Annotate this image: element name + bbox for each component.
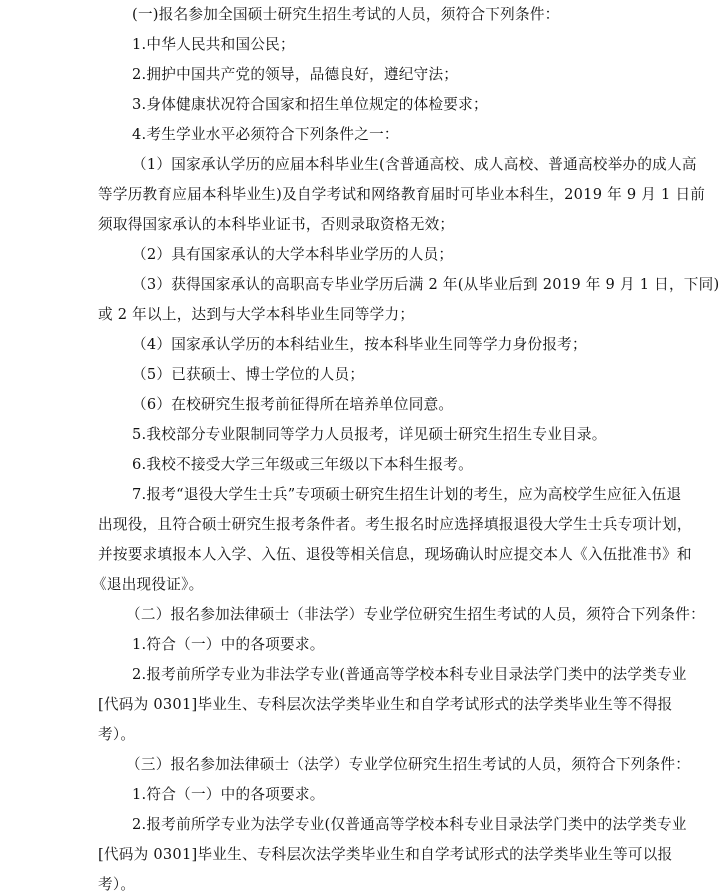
condition-7-line-4: 《退出现役证》。 bbox=[92, 576, 204, 593]
sub-condition-2: （2）具有国家承认的大学本科毕业学历的人员； bbox=[132, 246, 454, 263]
section-3-item-2-line-2: [代码为 0301]毕业生、专科层次法学类毕业生和自学考试形式的法学类毕业生等可以报 bbox=[98, 846, 673, 863]
sub-condition-1-line-1: （1）国家承认学历的应届本科毕业生(含普通高校、成人高校、普通高校举办的成人高 bbox=[132, 156, 697, 173]
condition-4: 4.考生学业水平必须符合下列条件之一： bbox=[132, 126, 399, 143]
sub-condition-1-line-2: 等学历教育应届本科毕业生)及自学考试和网络教育届时可毕业本科生，2019 年 9 月 1 日前 bbox=[98, 186, 706, 203]
condition-6: 6.我校不接受大学三年级或三年级以下本科生报考。 bbox=[132, 456, 473, 473]
condition-7-line-3: 并按要求填报本人入学、入伍、退役等相关信息，现场确认时应提交本人《入伍批准书》和 bbox=[98, 546, 692, 563]
condition-7-line-1: 7.报考“退役大学生士兵”专项硕士研究生招生计划的考生，应为高校学生应征入伍退 bbox=[132, 486, 682, 503]
condition-1: 1.中华人民共和国公民； bbox=[132, 36, 295, 53]
section-3-heading: （三）报名参加法律硕士（法学）专业学位研究生招生考试的人员，须符合下列条件： bbox=[126, 756, 691, 773]
condition-2: 2.拥护中国共产党的领导，品德良好，遵纪守法； bbox=[132, 66, 459, 83]
sub-condition-6: （6）在校研究生报考前征得所在培养单位同意。 bbox=[132, 396, 454, 413]
condition-7-line-2: 出现役，且符合硕士研究生报考条件者。考生报名时应选择填报退役大学生士兵专项计划， bbox=[98, 516, 692, 533]
section-2-item-2-line-2: [代码为 0301]毕业生、专科层次法学类毕业生和自学考试形式的法学类毕业生等不得报 bbox=[98, 696, 673, 713]
sub-condition-1-line-3: 须取得国家承认的本科毕业证书，否则录取资格无效； bbox=[98, 216, 455, 233]
section-1-heading: (一)报名参加全国硕士研究生招生考试的人员，须符合下列条件： bbox=[132, 6, 560, 23]
sub-condition-3-line-1: （3）获得国家承认的高职高专毕业学历后满 2 年(从毕业后到 2019 年 9 月 1 日，下同) bbox=[132, 276, 720, 293]
sub-condition-4: （4）国家承认学历的本科结业生，按本科毕业生同等学力身份报考； bbox=[132, 336, 587, 353]
sub-condition-3-line-2: 或 2 年以上，达到与大学本科毕业生同等学力； bbox=[98, 306, 415, 323]
condition-3: 3.身体健康状况符合国家和招生单位规定的体检要求； bbox=[132, 96, 488, 113]
section-2-heading: （二）报名参加法律硕士（非法学）专业学位研究生招生考试的人员，须符合下列条件： bbox=[126, 606, 705, 623]
section-3-item-2-line-1: 2.报考前所学专业为法学专业(仅普通高等学校本科专业目录法学门类中的法学类专业 bbox=[132, 816, 687, 833]
section-2-item-1: 1.符合（一）中的各项要求。 bbox=[132, 636, 325, 653]
condition-5: 5.我校部分专业限制同等学力人员报考，详见硕士研究生招生专业目录。 bbox=[132, 426, 607, 443]
section-2-item-2-line-3: 考）。 bbox=[98, 726, 136, 743]
sub-condition-5: （5）已获硕士、博士学位的人员； bbox=[132, 366, 365, 383]
section-3-item-2-line-3: 考）。 bbox=[98, 876, 136, 893]
section-3-item-1: 1.符合（一）中的各项要求。 bbox=[132, 786, 325, 803]
section-2-item-2-line-1: 2.报考前所学专业为非法学专业(普通高等学校本科专业目录法学门类中的法学类专业 bbox=[132, 666, 687, 683]
